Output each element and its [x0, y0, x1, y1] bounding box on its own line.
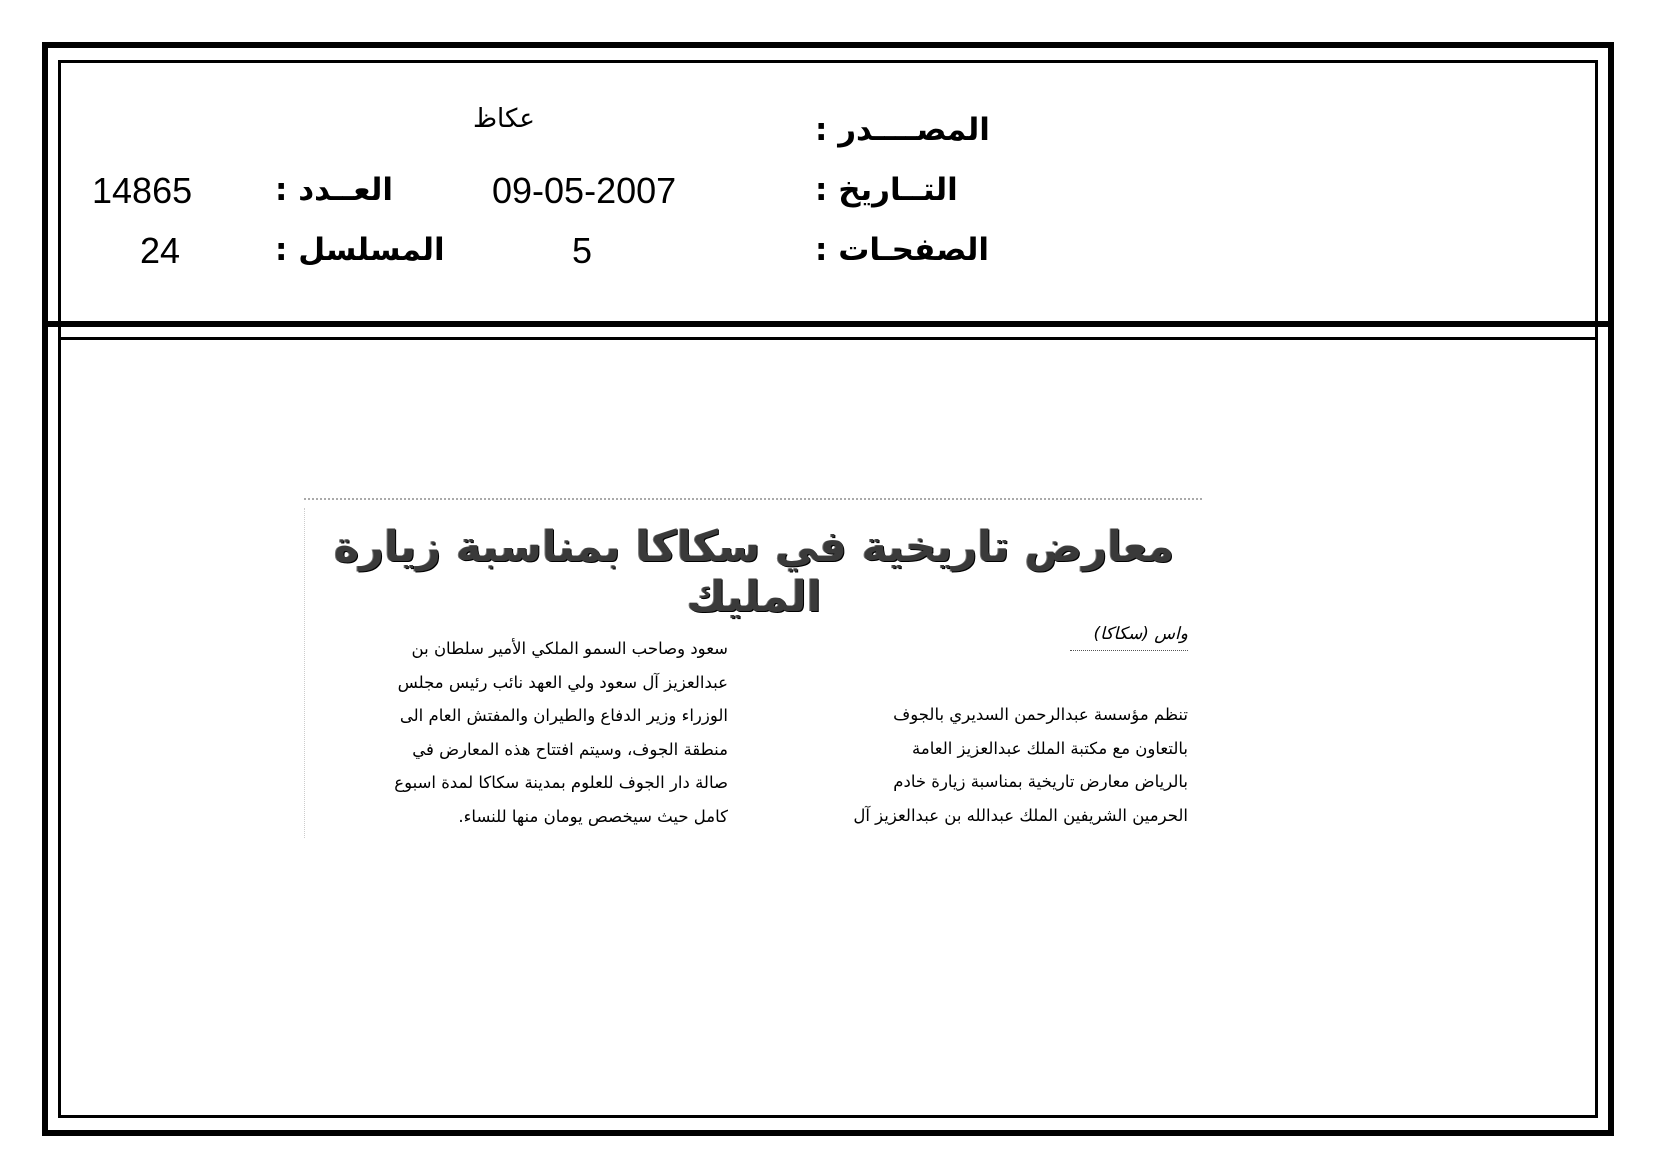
pages-label: الصفحـات :	[815, 232, 990, 268]
article-line: صالة دار الجوف للعلوم بمدينة سكاكا لمدة اسبوع	[394, 773, 728, 792]
header-divider-thin	[58, 337, 1598, 340]
article-line: تنظم مؤسسة عبدالرحمن السديري بالجوف	[893, 705, 1188, 724]
article-line: بالتعاون مع مكتبة الملك عبدالعزيز العامة	[912, 738, 1188, 758]
date-value: 09-05-2007	[492, 170, 677, 211]
article-column-right	[768, 698, 1188, 832]
newspaper-clipping	[304, 498, 1202, 843]
article-line: كامل حيث سيخصص يومان منها للنساء.	[458, 806, 728, 826]
serial-value: 24	[140, 230, 181, 271]
source-label: المصــــدر :	[815, 112, 990, 148]
issue-value: 14865	[92, 170, 193, 211]
article-byline: واس (سكاكا)	[1093, 624, 1188, 644]
article-line: منطقة الجوف، وسيتم افتتاح هذه المعارض في	[412, 739, 728, 759]
source-value: عكاظ	[473, 104, 535, 134]
article-headline: معارض تاريخية في سكاكا بمناسبة زيارة المليك	[333, 522, 1175, 622]
serial-label: المسلسل :	[275, 232, 445, 268]
article-line: بالرياض معارض تاريخية بمناسبة زيارة خادم	[893, 772, 1188, 791]
byline-underline	[1070, 650, 1188, 651]
clip-top-border	[304, 498, 1202, 500]
header-divider-thick	[42, 321, 1614, 327]
article-line: الحرمين الشريفين الملك عبدالله بن عبدالعزيز آل	[853, 805, 1188, 825]
clip-side-border	[304, 508, 305, 838]
issue-label: العــدد :	[275, 172, 393, 208]
article-line: عبدالعزيز آل سعود ولي العهد نائب رئيس مجلس	[397, 672, 728, 692]
date-label: التــاريخ :	[815, 172, 958, 208]
article-line: سعود وصاحب السمو الملكي الأمير سلطان بن	[411, 639, 728, 658]
article-line: الوزراء وزير الدفاع والطيران والمفتش العام الى	[399, 706, 728, 725]
article-column-left	[308, 632, 728, 833]
pages-value: 5	[572, 230, 593, 271]
